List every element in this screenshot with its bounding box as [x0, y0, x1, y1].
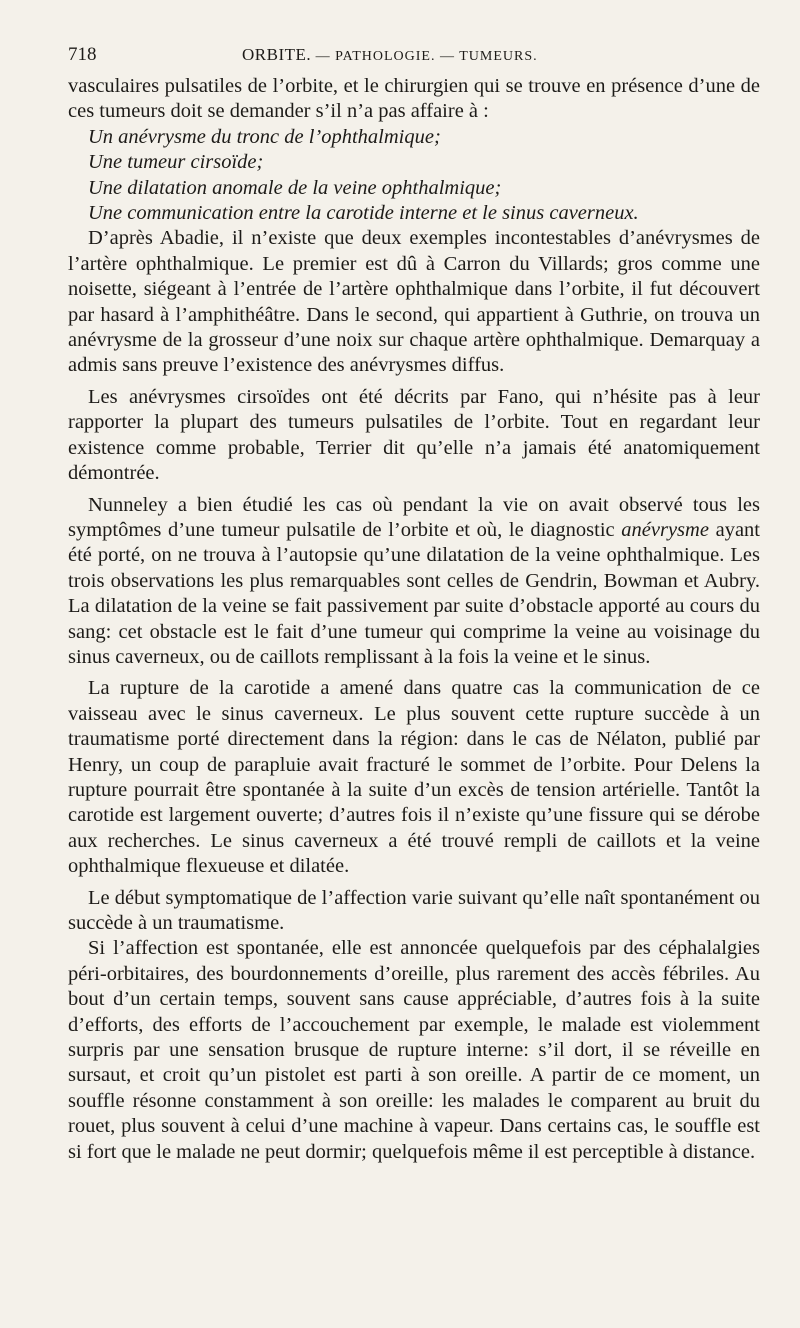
page-number: 718: [68, 44, 97, 65]
body-text: [68, 74, 760, 1165]
running-title-rest: — PATHOLOGIE. — TUMEURS.: [311, 49, 538, 64]
list-item-aneurysm: Un anévrysme du tronc de l’ophthalmique;: [88, 125, 441, 148]
running-title: [242, 45, 538, 65]
paragraph-nunneley: [68, 493, 760, 671]
paragraph-cirsoid: Les anévrysmes cirsoïdes ont été décrits par Fano, qui n’hésite pas à leur rapporter la plupart des tumeurs pulsatiles de l’orbite. Tout en regardant leur existence comme probable, Terrier dit qu’elle n’a jamais été anatomiquement démontrée.: [68, 385, 760, 485]
paragraph-nunneley-part2: ayant été porté, on ne trouva à l’autopsie qu’une dilatation de la veine ophthalmique. Les trois observations les plus remarquables sont celles de Gendrin, Bowman et Aubry. La dilatation de la veine se fait passivement par suite d’obstacle apporté au cours du sang: cet obstacle est le fait d’une tumeur qui comprime la veine au voisinage du sinus caverneux, ou de caillots remplissant à la fois la veine et le sinus.: [68, 518, 760, 668]
paragraph-nunneley-part1: Nunneley a bien étudié les cas où pendant la vie on avait observé tous les symptômes d’une tumeur pulsatile de l’orbite et où, le diagnostic: [68, 493, 760, 541]
paragraph-nunneley-emphasis: anévrysme: [621, 518, 709, 541]
paragraph-rupture: La rupture de la carotide a amené dans quatre cas la communication de ce vaisseau avec le sinus caverneux. Le plus souvent cette rupture succède à un traumatisme porté directement dans la région: dans le cas de Nélaton, publié par Henry, un coup de parapluie avait fracturé le sommet de l’orbite. Pour Delens la rupture pourrait être spontanée à la suite d’un excès de tension artérielle. Tantôt la carotide est largement ouverte; d’autres fois il n’existe qu’une fissure qui se dérobe aux recherches. Le sinus caverneux a été trouvé rempli de caillots et la veine ophthalmique flexueuse et dilatée.: [68, 677, 760, 878]
paragraph-debut: Le début symptomatique de l’affection varie suivant qu’elle naît spontanément ou succède à un traumatisme.: [68, 886, 760, 934]
paragraph-spontaneous: Si l’affection est spontanée, elle est annoncée quelquefois par des céphalalgies péri-orbitaires, des bourdonnements d’oreille, plus rarement des accès fébriles. Au bout d’un certain temps, souvent sans cause appréciable, d’autres fois à la suite d’efforts, des efforts de l’accouchement par exemple, le malade est violemment surpris par une sensation brusque de rupture interne: s’il dort, il se réveille en sursaut, et croit qu’un pistolet est parti à son oreille. A partir de ce moment, un souffle résonne constamment à son oreille: les malades le comparent au bruit du rouet, plus souvent à celui d’une machine à vapeur. Dans certains cas, le souffle est si fort que le malade ne peut dormir; quelquefois même il est perceptible à distance.: [68, 937, 760, 1163]
paragraph-abadie: D’après Abadie, il n’existe que deux exemples incontestables d’anévrysmes de l’artère ophthalmique. Le premier est dû à Carron du Villards; gros comme une noisette, siégeant à l’entrée de l’artère ophthalmique dans l’orbite, il fut découvert par hasard à l’amphithéâtre. Dans le second, qui appartient à Guthrie, on trouva un anévrysme de la grosseur d’une noix sur chaque artère ophthalmique. Demarquay a admis sans preuve l’existence des anévrysmes diffus.: [68, 227, 760, 377]
running-title-main: ORBITE.: [242, 45, 312, 64]
paragraph-continuation: vasculaires pulsatiles de l’orbite, et le chirurgien qui se trouve en présence d’une de ces tumeurs doit se demander s’il n’a pas affaire à :: [68, 75, 760, 123]
list-item-cirsoid: Une tumeur cirsoïde;: [88, 151, 264, 174]
list-item-dilatation: Une dilatation anomale de la veine ophthalmique;: [88, 176, 502, 199]
running-head: [68, 44, 760, 74]
list-item-communication: Une communication entre la carotide interne et le sinus caverneux.: [88, 202, 639, 225]
